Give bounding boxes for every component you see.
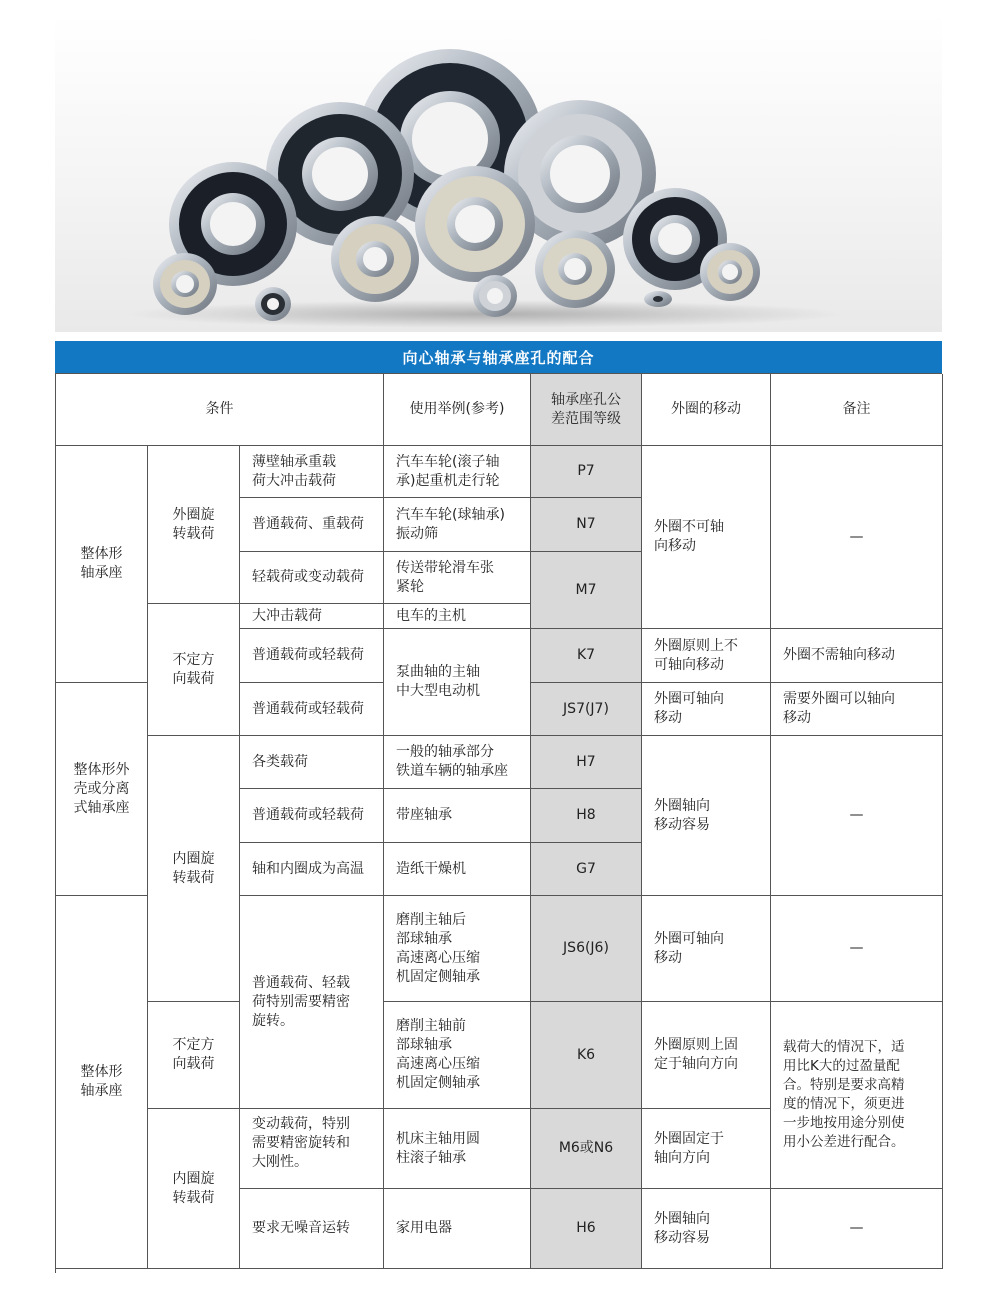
condition-cell: 变动载荷，特别 需要精密旋转和 大刚性。 — [240, 1109, 384, 1189]
tolerance-cell: M7 — [531, 552, 642, 629]
bearing-center-front — [331, 216, 419, 302]
movement-cell: 外圈固定于 轴向方向 — [642, 1109, 771, 1189]
example-cell: 磨削主轴后 部球轴承 高速离心压缩 机固定侧轴承 — [384, 896, 531, 1002]
example-cell: 传送带轮滑车张 紧轮 — [384, 552, 531, 604]
condition-cell: 普通载荷或轻载荷 — [240, 789, 384, 843]
example-cell: 泵曲轴的主轴 中大型电动机 — [384, 629, 531, 736]
remark-cell: — — [771, 736, 943, 896]
tolerance-cell: JS7(J7) — [531, 683, 642, 736]
header-example: 使用举例(参考) — [384, 374, 531, 446]
condition-cell: 轴和内圈成为高温 — [240, 843, 384, 896]
bearing-tiny-1 — [255, 287, 291, 321]
bearing-far-left-small — [153, 253, 217, 315]
tolerance-cell: N7 — [531, 498, 642, 552]
bearing-tiny-3 — [644, 291, 672, 307]
movement-cell: 外圈不可轴 向移动 — [642, 446, 771, 629]
example-cell: 家用电器 — [384, 1189, 531, 1269]
tolerance-cell: G7 — [531, 843, 642, 896]
bearings-illustration — [55, 14, 942, 332]
remark-cell: — — [771, 896, 943, 1002]
load-type-cell: 内圈旋 转载荷 — [148, 736, 240, 1002]
condition-cell: 要求无噪音运转 — [240, 1189, 384, 1269]
header-condition: 条件 — [56, 374, 384, 446]
housing-type-cell: 整体形 轴承座 — [56, 446, 148, 683]
load-type-cell: 不定方 向载荷 — [148, 604, 240, 736]
condition-cell: 普通载荷或轻载荷 — [240, 683, 384, 736]
tolerance-cell: H8 — [531, 789, 642, 843]
condition-cell: 轻载荷或变动载荷 — [240, 552, 384, 604]
tolerance-cell: H7 — [531, 736, 642, 789]
bearing-product-photo — [55, 14, 942, 332]
header-tolerance: 轴承座孔公 差范围等级 — [531, 374, 642, 446]
example-cell: 机床主轴用圆 柱滚子轴承 — [384, 1109, 531, 1189]
housing-type-cell: 整体形 轴承座 — [56, 896, 148, 1269]
example-cell: 汽车车轮(球轴承) 振动筛 — [384, 498, 531, 552]
fit-table — [55, 373, 942, 1273]
movement-cell: 外圈轴向 移动容易 — [642, 736, 771, 896]
condition-cell: 普通载荷或轻载荷 — [240, 629, 384, 683]
movement-cell: 外圈可轴向 移动 — [642, 896, 771, 1002]
load-type-cell: 内圈旋 转载荷 — [148, 1109, 240, 1269]
example-cell: 磨削主轴前 部球轴承 高速离心压缩 机固定侧轴承 — [384, 1002, 531, 1109]
example-cell: 带座轴承 — [384, 789, 531, 843]
load-type-cell: 不定方 向载荷 — [148, 1002, 240, 1109]
example-cell: 电车的主机 — [384, 604, 531, 629]
condition-cell: 普通载荷、轻载 荷特别需要精密 旋转。 — [240, 896, 384, 1109]
example-cell: 汽车车轮(滚子轴 承)起重机走行轮 — [384, 446, 531, 498]
bearing-center-mid — [415, 166, 535, 282]
movement-cell: 外圈可轴向 移动 — [642, 683, 771, 736]
condition-cell: 薄壁轴承重载 荷大冲击载荷 — [240, 446, 384, 498]
table-title: 向心轴承与轴承座孔的配合 — [55, 341, 942, 373]
bearing-far-right-small — [700, 243, 760, 301]
condition-cell: 大冲击载荷 — [240, 604, 384, 629]
header-remark: 备注 — [771, 374, 943, 446]
load-type-cell: 外圈旋 转载荷 — [148, 446, 240, 604]
header-movement: 外圈的移动 — [642, 374, 771, 446]
example-cell: 造纸干燥机 — [384, 843, 531, 896]
condition-cell: 普通载荷、重载荷 — [240, 498, 384, 552]
tolerance-cell: P7 — [531, 446, 642, 498]
remark-cell: — — [771, 1189, 943, 1269]
remark-cell: 载荷大的情况下，适 用比K大的过盈量配 合。特别是要求高精 度的情况下，须更进 一步地按用途分别使 用小公差进行配合。 — [771, 1002, 943, 1189]
tolerance-cell: H6 — [531, 1189, 642, 1269]
tolerance-cell: K6 — [531, 1002, 642, 1109]
movement-cell: 外圈原则上不 可轴向移动 — [642, 629, 771, 683]
tolerance-cell: K7 — [531, 629, 642, 683]
example-cell: 一般的轴承部分 铁道车辆的轴承座 — [384, 736, 531, 789]
remark-cell: — — [771, 446, 943, 629]
housing-type-cell: 整体形外 壳或分离 式轴承座 — [56, 683, 148, 896]
remark-cell: 需要外圈可以轴向 移动 — [771, 683, 943, 736]
bearing-tiny-2 — [473, 275, 517, 317]
tolerance-cell: M6或N6 — [531, 1109, 642, 1189]
remark-cell: 外圈不需轴向移动 — [771, 629, 943, 683]
movement-cell: 外圈原则上固 定于轴向方向 — [642, 1002, 771, 1109]
condition-cell: 各类载荷 — [240, 736, 384, 789]
movement-cell: 外圈轴向 移动容易 — [642, 1189, 771, 1269]
bearing-mid-front — [535, 230, 615, 308]
tolerance-cell: JS6(J6) — [531, 896, 642, 1002]
